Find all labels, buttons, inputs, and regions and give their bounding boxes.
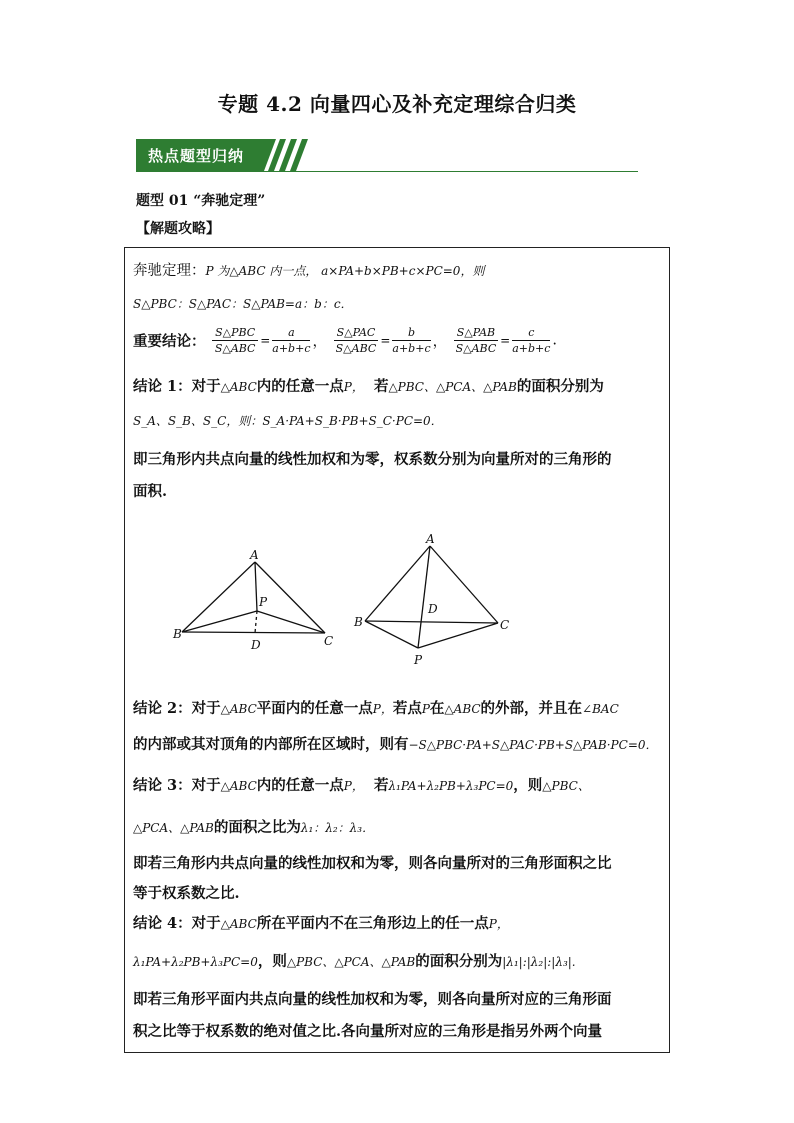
banner-underline <box>136 171 638 172</box>
theorem-line <box>133 259 484 280</box>
fig2-label-B: B <box>354 615 363 629</box>
conclusion-4-formula-line: λ₁PA+λ₂PB+λ₃PC=0，则△PBC、△PCA、△PAB的面积分别为|λ₁|:|λ₂|:|λ₃|. <box>133 953 576 970</box>
fraction-1-right: $\frac{a}{a+b+c}$ <box>272 326 311 355</box>
theorem-statement: P 为△ABC 内一点， a×PA+b×PB+c×PC=0，则 <box>205 264 485 278</box>
conclusion-4-explain-1: 即若三角形平面内共点向量的线性加权和为零，则各向量所对应的三角形面 <box>133 991 612 1008</box>
area-ratio-line <box>133 295 353 312</box>
banner-label: 热点题型归纳 <box>148 147 245 165</box>
conclusion-3-explain-1: 即若三角形内共点向量的线性加权和为零，则各向量所对的三角形面积之比 <box>133 855 612 872</box>
conclusion-2-line: 结论 2：对于△ABC平面内的任意一点P，若点P在△ABC的外部，并且在∠BAC <box>133 700 619 717</box>
conclusion-1-explain-1: 即三角形内共点向量的线性加权和为零，权系数分别为向量所对的三角形的 <box>133 451 612 468</box>
fraction-3-right: $\frac{c}{a+b+c}$ <box>512 326 551 355</box>
fraction-1-left: $\frac{\text{S△PBC}}{\text{S△ABC}}$ <box>212 325 258 356</box>
fig1-label-D: D <box>251 638 261 652</box>
conclusion-3-line: 结论 3：对于△ABC内的任意一点P， 若λ₁PA+λ₂PB+λ₃PC=0，则△PBC、 <box>133 777 590 794</box>
question-type-label: 题型 01 “奔驰定理” <box>136 193 266 209</box>
conclusion-4-line: 结论 4：对于△ABC所在平面内不在三角形边上的任一点P， <box>133 915 509 932</box>
fig1-label-A: A <box>250 548 259 562</box>
strategy-label: 【解题攻略】 <box>136 221 220 237</box>
conclusion-4-explain-2: 积之比等于权系数的绝对值之比.各向量所对应的三角形是指另外两个向量 <box>133 1023 603 1040</box>
conclusion-2-formula-line: 的内部或其对顶角的内部所在区域时，则有−S△PBC·PA+S△PAC·PB+S△PAB·PC=0． <box>133 736 658 753</box>
conclusion-1-explain-2: 面积. <box>133 483 168 500</box>
fig2-label-P: P <box>414 653 423 667</box>
area-ratio: S△PBC：S△PAC：S△PAB=a：b：c． <box>133 297 353 311</box>
conclusion-3-explain-2: 等于权系数之比. <box>133 885 240 902</box>
fig2-label-C: C <box>500 618 510 632</box>
conclusion-1-line: 结论 1：对于△ABC内的任意一点P， 若△PBC、△PCA、△PAB的面积分别为 <box>133 378 604 395</box>
triangle-figure-2 <box>350 530 520 670</box>
page-title: 专题 4.2 向量四心及补充定理综合归类 <box>217 92 577 116</box>
fig1-label-P: P <box>259 595 268 609</box>
important-conclusion-heading: 重要结论： <box>133 333 206 350</box>
conclusion-3-ratio-line: △PCA、△PAB的面积之比为λ₁：λ₂：λ₃． <box>133 819 375 836</box>
fraction-3-left: $\frac{\text{S△PAB}}{\text{S△ABC}}$ <box>455 326 497 355</box>
fig1-label-B: B <box>173 627 182 641</box>
fraction-2-right: $\frac{b}{a+b+c}$ <box>392 326 431 355</box>
important-conclusion-line: 重要结论： $\frac{\text{S△PBC}}{\text{S△ABC}}$ = $\frac{a}{a+b+c}$ ， $\frac{\text{S△PAC}}{\text{S△ABC}}$ = $\frac{b}{a+b+c}$ ， $\frac{\text{S△PAB}}{\text{S△ABC}}$ = $\frac{c}{a+b+c}$ . <box>133 326 558 355</box>
theorem-heading: 奔驰定理： <box>133 263 206 279</box>
fig2-label-D: D <box>428 602 438 616</box>
triangle-figure-1 <box>170 545 340 655</box>
conclusion-1-formula: S_A、S_B、S_C，则：S_A·PA+S_B·PB+S_C·PC=0． <box>133 414 443 428</box>
fraction-2-left: $\frac{\text{S△PAC}}{\text{S△ABC}}$ <box>334 325 379 356</box>
fig2-label-A: A <box>426 532 435 546</box>
fig1-label-C: C <box>324 634 334 648</box>
